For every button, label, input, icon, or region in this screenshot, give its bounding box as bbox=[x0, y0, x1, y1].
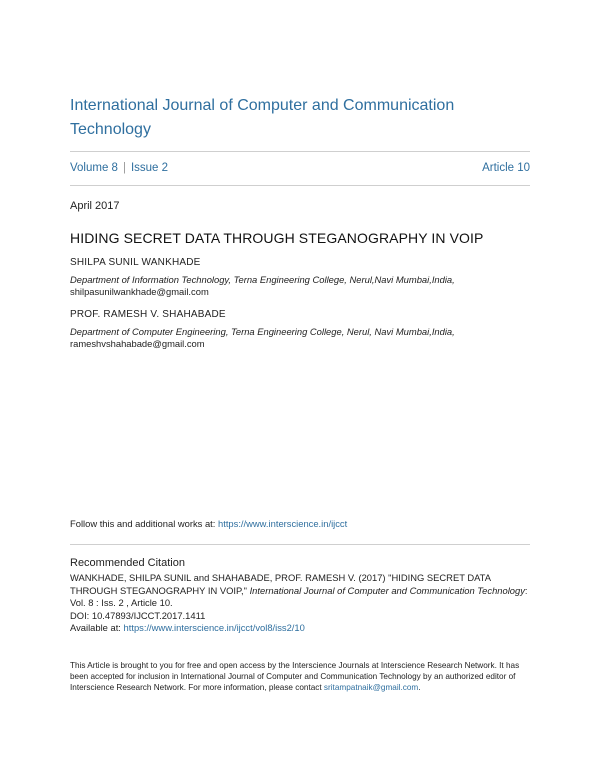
author-email: shilpasunilwankhade@gmail.com bbox=[70, 286, 209, 298]
citation-text: WANKHADE, SHILPA SUNIL and SHAHABADE, PROF. RAMESH V. (2017) "HIDING SECRET DATA THROUGH STEGANOGRAPHY IN VOIP," bbox=[70, 572, 491, 596]
divider-top bbox=[70, 151, 530, 152]
notice-text: This Article is brought to you for free and open access by the Interscience Journals at Interscience Research Network. It has been accepted for inclusion in International Journal of Computer and Communication Technology by an authorized editor of Interscience Research Network. For more information, please contact bbox=[70, 661, 520, 693]
volume-link[interactable]: Volume 8 bbox=[70, 162, 118, 174]
citation-url-link[interactable]: https://www.interscience.in/ijcct/vol8/iss2/10 bbox=[123, 622, 305, 634]
citation-heading: Recommended Citation bbox=[70, 557, 185, 569]
follow-url-link[interactable]: https://www.interscience.in/ijcct bbox=[218, 518, 348, 529]
issue-link[interactable]: Issue 2 bbox=[130, 162, 169, 174]
author-affiliation: Department of Computer Engineering, Terna Engineering College, Nerul, Navi Mumbai,India, bbox=[70, 325, 455, 337]
author-name: SHILPA SUNIL WANKHADE bbox=[70, 257, 201, 268]
author-affiliation: Department of Information Technology, Terna Engineering College, Nerul,Navi Mumbai,India, bbox=[70, 273, 455, 285]
citation-doi: DOI: 10.47893/IJCCT.2017.1411 bbox=[70, 609, 206, 621]
author-block-2 bbox=[70, 309, 530, 351]
author-block-1 bbox=[70, 257, 530, 299]
citation-available-label: Available at: bbox=[70, 622, 124, 634]
notice-end: . bbox=[418, 683, 421, 693]
meta-separator: | bbox=[122, 162, 126, 174]
citation-journal: International Journal of Computer and Communication Technology bbox=[249, 584, 525, 596]
article-link[interactable]: Article 10 bbox=[482, 162, 530, 174]
citation-body bbox=[70, 572, 530, 635]
divider-meta bbox=[70, 185, 530, 186]
author-name: PROF. RAMESH V. SHAHABADE bbox=[70, 309, 226, 320]
publication-date: April 2017 bbox=[70, 200, 120, 212]
author-email: rameshvshahabade@gmail.com bbox=[70, 338, 205, 350]
citation-available-line bbox=[70, 622, 530, 635]
contact-email-link[interactable]: sritampatnaik@gmail.com bbox=[323, 683, 419, 693]
divider-citation bbox=[70, 544, 530, 545]
citation-volume: : Vol. 8 : Iss. 2 , Article 10. bbox=[70, 584, 528, 609]
access-notice bbox=[70, 660, 530, 694]
journal-title-link[interactable]: International Journal of Computer and Communication Technology bbox=[70, 97, 455, 138]
follow-line bbox=[70, 518, 347, 529]
paper-title: HIDING SECRET DATA THROUGH STEGANOGRAPHY IN VOIP bbox=[70, 230, 484, 246]
issue-meta-row bbox=[70, 162, 530, 174]
follow-text: Follow this and additional works at: bbox=[70, 518, 218, 529]
